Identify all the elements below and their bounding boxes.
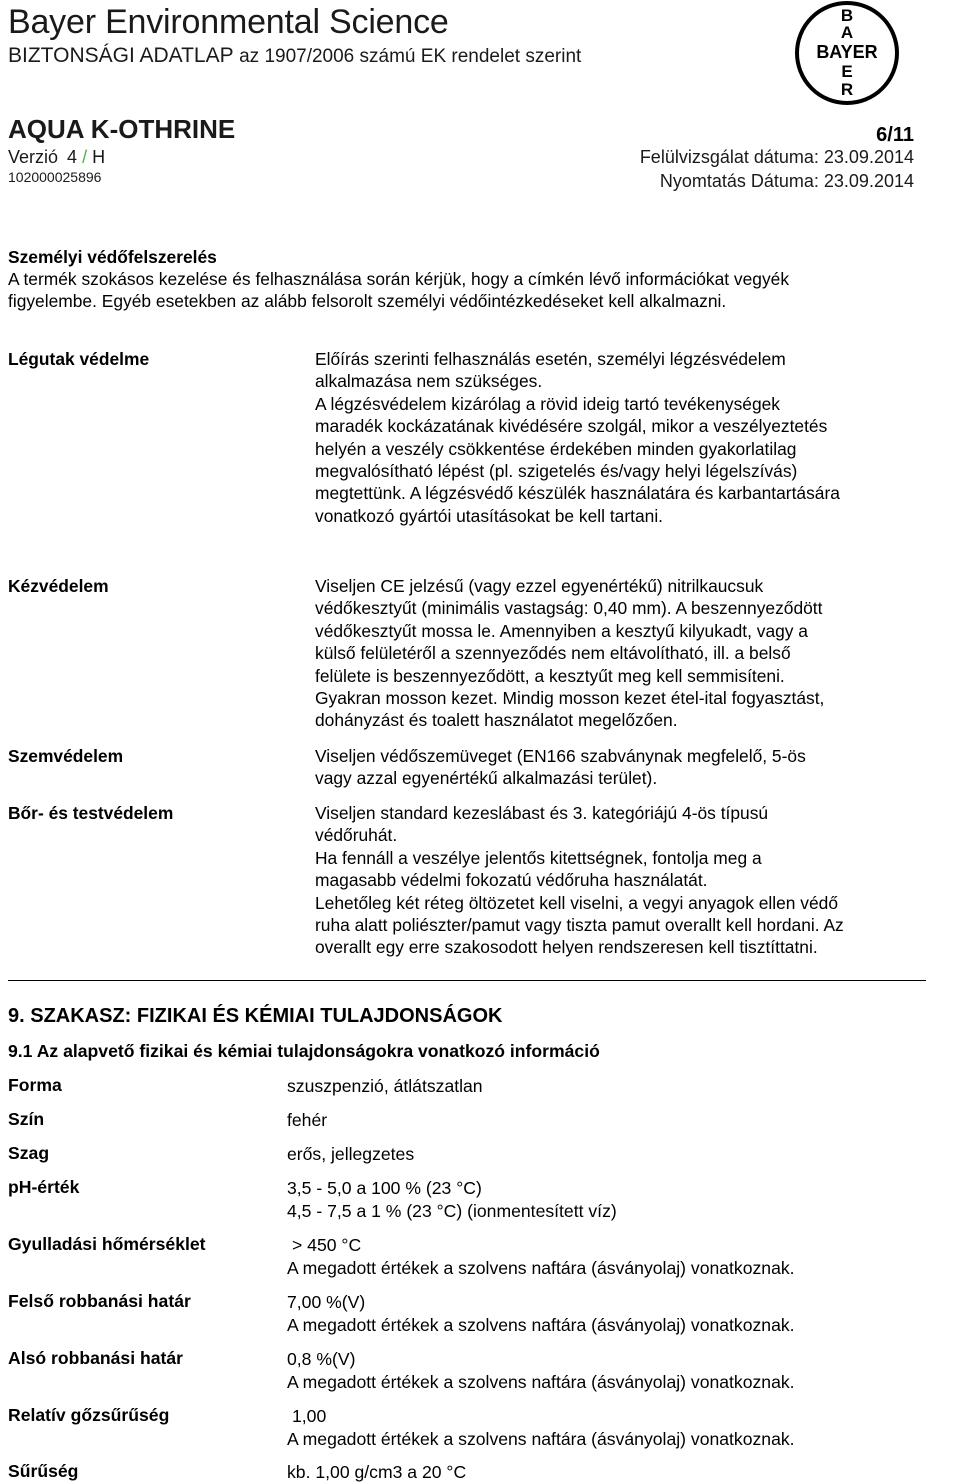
text-line: A légzésvédelem kizárólag a rövid ideig tartó tevékenységek	[315, 393, 780, 414]
value-line: > 450 °C	[292, 1235, 362, 1255]
regulation-reference: az 1907/2006 számú EK rendelet szerint	[239, 46, 582, 67]
ppe-text-respiratory	[315, 348, 935, 527]
ppe-title: Személyi védőfelszerelés	[8, 247, 217, 267]
value-line: kb. 1,00 g/cm3 a 20 °C	[287, 1462, 467, 1482]
text-line: Viseljen CE jelzésű (vagy ezzel egyenértékű) nitrilkaucsuk	[315, 576, 764, 596]
text-line: overallt egy erre szakosodott helyen rendszeresen kell tisztíttatni.	[315, 937, 818, 958]
property-label-odor: Szag	[8, 1143, 50, 1163]
logo-letter-b: B	[840, 6, 854, 25]
property-label-upper-explosion-limit: Felső robbanási határ	[8, 1291, 191, 1311]
property-value-ph	[287, 1177, 617, 1223]
version-separator: /	[82, 147, 88, 167]
ppe-label-respiratory: Légutak védelme	[8, 349, 150, 369]
ppe-label-hand: Kézvédelem	[8, 576, 109, 596]
text-line: dohányzást és toalett használatot megelőzően.	[315, 710, 678, 731]
property-label-color: Szín	[8, 1109, 45, 1129]
text-line: Ha fennáll a veszélye jelentős kitettségnek, fontolja meg a	[315, 847, 762, 868]
document-type: BIZTONSÁGI ADATLAP	[8, 44, 234, 67]
property-value-form	[287, 1075, 483, 1098]
bayer-cross-logo	[794, 0, 900, 106]
property-label-ignition-temp: Gyulladási hőmérséklet	[8, 1234, 206, 1254]
value-line: 3,5 - 5,0 a 100 % (23 °C)	[287, 1178, 482, 1198]
logo-letter-r: R	[840, 80, 854, 99]
property-value-density	[287, 1461, 466, 1484]
value-line: A megadott értékek a szolvens naftára (ásványolaj) vonatkoznak.	[287, 1258, 795, 1278]
text-line: magasabb védelmi fokozatú védőruha használatát.	[315, 870, 708, 891]
text-line: védőruhát.	[315, 825, 398, 846]
text-line: ruha alatt poliészter/pamut vagy tiszta pamut overallt kell hordani. Az	[315, 915, 844, 936]
value-line: 0,8 %(V)	[287, 1349, 356, 1369]
ppe-intro-line: figyelembe. Egyéb esetekben az alább felsorolt személyi védőintézkedéseket kell alkalmazni.	[8, 291, 727, 312]
value-line: 4,5 - 7,5 a 1 % (23 °C) (ionmentesített víz)	[287, 1201, 617, 1221]
property-label-lower-explosion-limit: Alsó robbanási határ	[8, 1348, 184, 1368]
version-number: 4	[67, 147, 78, 167]
print-date: Nyomtatás Dátuma: 23.09.2014	[659, 171, 914, 191]
value-line: A megadott értékek a szolvens naftára (ásványolaj) vonatkoznak.	[287, 1372, 795, 1392]
text-line: Lehetőleg két réteg öltözetet kell viselni, a vegyi anyagok ellen védő	[315, 892, 839, 913]
text-line: megtettünk. A légzésvédő készülék használatára és karbantartására	[315, 483, 840, 504]
ppe-intro	[8, 268, 928, 313]
text-line: külső felületéről a szennyeződés nem eltávolítható, ill. a belső	[315, 643, 791, 664]
property-label-form: Forma	[8, 1075, 62, 1095]
text-line: védőkesztyűt mossa le. Amennyiben a kesztyű kilyukadt, vagy a	[315, 620, 808, 641]
logo-word-bayer: BAYER	[816, 42, 878, 62]
text-line: vagy azzal egyenértékű alkalmazási terület).	[315, 768, 658, 789]
text-line: alkalmazása nem szükséges.	[315, 371, 543, 392]
section-9-title: 9. SZAKASZ: FIZIKAI ÉS KÉMIAI TULAJDONSÁGOK	[8, 1005, 503, 1027]
value-line: 7,00 %(V)	[287, 1292, 366, 1312]
property-value-upper-explosion-limit	[287, 1291, 795, 1337]
ppe-text-hand	[315, 575, 935, 732]
value-line: A megadott értékek a szolvens naftára (ásványolaj) vonatkoznak.	[287, 1315, 795, 1335]
text-line: megvalósítható lépést (pl. szigetelés és/vagy helyi légelszívás)	[315, 461, 798, 482]
text-line: védőkesztyűt (minimális vastagság: 0,40 mm). A beszennyeződött	[315, 598, 823, 619]
value-line: szuszpenzió, átlátszatlan	[287, 1076, 483, 1096]
version-label: Verzió	[8, 147, 59, 167]
property-value-odor	[287, 1143, 414, 1166]
value-line: A megadott értékek a szolvens naftára (ásványolaj) vonatkoznak.	[287, 1429, 795, 1449]
property-label-relative-vapor-density: Relatív gőzsűrűség	[8, 1405, 170, 1425]
property-value-ignition-temp	[287, 1234, 795, 1280]
ppe-label-eye: Szemvédelem	[8, 746, 124, 766]
document-subtitle	[8, 44, 581, 68]
value-line: fehér	[287, 1110, 328, 1130]
property-value-relative-vapor-density	[287, 1405, 795, 1451]
version-line	[8, 147, 105, 168]
logo-letter-a: A	[840, 23, 854, 42]
section-9-1-subtitle: 9.1 Az alapvető fizikai és kémiai tulajdonságokra vonatkozó információ	[8, 1041, 600, 1061]
text-line: Gyakran mosson kezet. Mindig mosson kezet étel-ital fogyasztást,	[315, 688, 825, 709]
logo-letter-e: E	[841, 62, 853, 81]
ppe-text-skin-body	[315, 802, 935, 959]
product-name: AQUA K-OTHRINE	[8, 114, 236, 144]
property-value-color	[287, 1109, 327, 1132]
text-line: vonatkozó gyártói utasításokat be kell tartani.	[315, 505, 664, 526]
text-line: helyén a veszély csökkentése érdekében minden gyakorlatilag	[315, 438, 797, 459]
revision-date: Felülvizsgálat dátuma: 23.09.2014	[639, 147, 914, 167]
text-line: felülete is beszennyeződött, a kesztyűt meg kell semmisíteni.	[315, 665, 785, 686]
ppe-text-eye	[315, 745, 935, 790]
company-name: Bayer Environmental Science	[8, 3, 449, 41]
text-line: Viseljen standard kezeslábast és 3. kategóriájú 4-ös típusú	[315, 803, 769, 823]
property-label-density: Sűrűség	[8, 1461, 79, 1481]
property-label-ph: pH-érték	[8, 1177, 80, 1197]
ppe-label-skin-body: Bőr- és testvédelem	[8, 803, 174, 823]
document-number: 102000025896	[8, 169, 102, 185]
text-line: Előírás szerinti felhasználás esetén, személyi légzésvédelem	[315, 349, 786, 369]
ppe-intro-line: A termék szokásos kezelése és felhasználása során kérjük, hogy a címkén lévő információkat vegyék	[8, 269, 790, 289]
text-line: maradék kockázatának kivédésére szolgál, mikor a veszélyeztetés	[315, 416, 828, 437]
version-language: H	[92, 147, 106, 167]
value-line: 1,00	[292, 1406, 327, 1426]
section-divider	[8, 980, 926, 981]
text-line: Viseljen védőszemüveget (EN166 szabványnak megfelelő, 5-ös	[315, 746, 806, 766]
value-line: erős, jellegzetes	[287, 1144, 415, 1164]
page-number: 6/11	[876, 124, 914, 146]
property-value-lower-explosion-limit	[287, 1348, 795, 1394]
